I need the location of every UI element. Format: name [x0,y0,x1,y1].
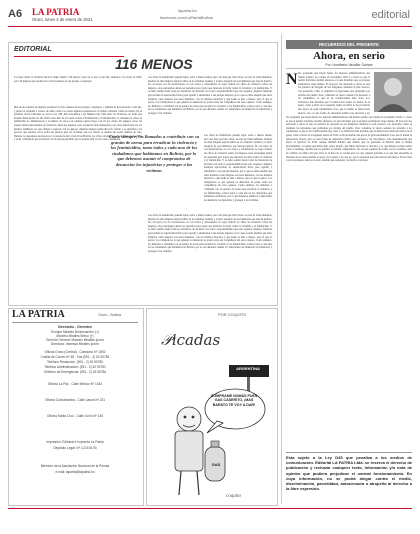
section-label: editorial [371,9,410,21]
masthead-contact-8: Impresión: Editorial e Imprenta La Patria [46,440,104,444]
header-social[interactable]: facebook.com/LaPatriaBolivia [160,15,213,20]
column-title-rule [286,68,412,69]
editorial-lead: La triste cuenta la violencia hacia la mujer señala "116 menos", pero en lo que va del año, sumados a las cifras de 2020, son 116 mujeres que perdieron la vida en manos de sus parejas o exparejas. [14,76,142,83]
masthead-staff-3: Directora: Vanessa Miralles Iporre [51,342,99,346]
masthead-contact-3: Teléfono Administración: (591 - 2) 52 50781 [44,365,106,369]
cartoon-sign: ARGENTINA [236,366,260,371]
date-line: Oruro, lunes 4 de enero de 2021 [32,17,93,22]
editorial-title: 116 MENOS [115,56,193,72]
masthead-contact-5: Oficina La Paz - Calle México Nº 1433 [47,382,103,386]
masthead-rule [12,322,138,323]
column-title: Ahora, en serio [313,50,385,62]
cartoon-tank-label: GAS [211,462,221,467]
column-body: No sorprende que hayan hecho los mejores administradores del triunfo político de octubre en noviembre 2019. Lo cierto es que el pueblo boliviano decidió entonces a la una dictadura que se propuso permanecer largo tiempo. El proyecto fue derrotado y ahora se dan los partidos de abogado de sus dirigentes, mientras el país observa, con paciencia, cómo se dominan los ignorantes que gobiernan por encima del pueblo. Pero comenzar, el nuevo sendero ha desatado a los ciudadanos, lo que es un condicionante muy claro. Los bolivianos han decidido que la democracia estaba en manos de la gente, como ocurrió en la segunda vuelta de 2019, se ha producido una época de gran sensibilidad. Creo que la llamar la democracia directa, pero es una forma de expresión política que desvaría a los ideológicos. Una determinación que marcó el ejercicio de 2019, aunque también hubiera que señalar que las gestiones en Bolivia tiene la misma incertidumbre. La gente que había dado aquel triunfo, que había derrotado al dictador, y la que hubiera podido luchar como el domingo, decidió que los partidos no habían comprendido. No era una cuestión de acabar con los caudillos, sino de cambiar el rumbo del país. Esta es la hora de la verdad para los que quieren gobernar. Los que han entendido el mensaje de las urnas tendrán el apoyo de la gente y los que no, que se preparen para una derrota aún mayor. Ya no basta con las promesas. Ahora, en serio, tendrán que responder con hechos concretos. [286,116,412,163]
editorial-body-right-end: Las cifras de feminicidio pueden bajar, sobre o menos tienen, pero son más que frías cifras, se trata de vidas humanas, muchas de ellas mujeres dejaron niños en la orfandad, traumas y el grito ahogado de sus familiares que buscan justicia. Ni con leyes, ni con declaratorias, ni con avisos y advertencias se logró reducir las cifras de violencia contra las mujeres, otras estrategias deben ser pensadas para lograr que funcione la lucha contra la violencia y el feminicidio. Y se debe asumir desde todas las instancias de decisión con toda la responsabilidad que esto requiere. Algunos hombres aprovechan su superioridad física para agredir y amedrentar a sus parejas mujeres, por lo que se debe enseñar que tanto hombres como mujeres son seres humanos, con los mismos derechos y que nadie es más o menos, para el que lo ejerce. Los trabajadores lo que quieren es demostrar su poder sobre sus compañeras del sexo opuesto. Como siempre, los llamados a contribuir con su granito de arena para erradicar la violencia y los feminicidios, somos todos y cada uno de los ciudadanos que habitamos en Bolivia, por lo que debemos asumir el compromiso de denunciar los injusticias y proteger a las víctimas. [148,214,272,253]
masthead-contact-2: Teléfono Redacción: (591 - 2) 52 50780 [47,360,103,364]
masthead-staff-2: Gerente General: Marcelo Miralles Iporre [46,338,104,342]
header-rule [8,26,412,27]
cartoon-signature: coquito [226,494,241,499]
masthead-contact-4: Teléfono de Emergencia: (591 - 2) 52 50784 [43,370,107,374]
editorial-body-right-top: Las cifras de feminicidio pueden bajar, sobre o menos tienen, pero son más que frías cifras, se trata de vidas humanas, muchas de ellas mujeres dejaron niños en la orfandad, traumas y el grito ahogado de sus familiares que buscan justicia. Ni con leyes, ni con declaratorias, ni con avisos y advertencias se logró reducir las cifras de violencia contra las mujeres, otras estrategias deben ser pensadas para lograr que funcione la lucha contra la violencia y el feminicidio. Y se debe asumir desde todas las instancias de decisión con toda la responsabilidad que esto requiere. Algunos hombres aprovechan su superioridad física para agredir y amedrentar a sus parejas mujeres, por lo que se debe enseñar que tanto hombres como mujeres son seres humanos, con los mismos derechos y que nadie es más o menos, para el que lo ejerce. Los trabajadores lo que quieren es demostrar su poder sobre sus compañeras del sexo opuesto. Como siempre, los llamados a contribuir con su granito de arena para erradicar la violencia y los feminicidios, somos todos y cada uno de los ciudadanos que habitamos en Bolivia, por lo que debemos asumir el compromiso de denunciar los injusticias y proteger a las víctimas. [148,76,272,115]
masthead-contact-10: Miembro de la Asociación Nacional de la Prensa [40,464,110,468]
column-notice: Esta sujeto a la Ley D45 que penaliza a los medios de comunicación. Editorial LA PATRIA Ltda. se reserva el derecho de publicación y rechazar cualquier texto, información y/o nota de opinión que pudiera perjudicar el normal funcionamiento. En cuya información, no se podrá alegar contra el medio, discriminación, parcialidad, autocensura o atropello al derecho a la libre expresión. [286,455,412,492]
masthead-tagline: Oruro - Bolivia [98,313,121,317]
header-web[interactable]: lapatria.bo [178,8,197,13]
cartoon-speech: COMPRAME NOMÁS PUES GAS CASERITO, ¡MAS BARATO TE VOY A DAR! [210,394,258,407]
masthead-name: LA PATRIA [12,309,65,320]
masthead-staff-1: Marcelo Miralles Bravo (†) [56,334,94,338]
column-dropcap: N [286,71,298,88]
column-section-label: RECUERDOS DEL PRESENTE [286,40,412,49]
editorial-label: EDITORIAL [14,46,52,53]
editorial-label-rule [14,56,124,57]
masthead-contact-7: Oficina Santa Cruz - Calle Junín Nº 145 [46,414,104,418]
editorial-body-left: Más de un centenar de mujeres perdieron la vida a manos de sus parejas o exparejas, o también de desconocidos, cada año, y dejan en orfandad a cientos de niños, entre los cuales algunos presenciaron el crimen cometido contra su madre. En el gobierno de Evo Morales se creó la Ley 348, Para Garantizar a las Mujeres una Vida Libre de Violencia, en lucha que Jeanine Áñez declaró el año 2020 como Año de la Lucha Contra el Feminicidio y el Infanticidio; no obstante las cifras de feminicidio no disminuyeron y el número de casos con condena apenas llega a un 10 por ciento. En algunos casos, las parejas tienen antecedentes de violencia contra sus mujeres, pero la justicia tarda demasiado y en otras situaciones son los mismos familiares los que obligan a regresar con su agresor. Algunas mujeres piden divorcio, llevan y se enfrentan a un proceso que muchas veces acaba sin justicia para las víctimas, que por miedo se quedan sin poder cambiar de vida. Durante la cuarentena declarada por la presencia del Covid-19 en Bolivia, las cifras alcanzaron a 23 víctimas de violencia y se ha confirmado que el encierro de las parejas permitió que no podían salir de sus casas a denunciar. [14,106,142,142]
column-divider [281,34,282,504]
masthead-contact-0: Oficina Oruro (Central) - Camacho Nº 1892 [44,350,106,354]
cartoon-logo: 𝒫icadas [161,331,221,349]
paper-name: LA PATRIA [32,7,80,17]
author-photo [374,72,412,112]
column-author: Por: Humberto Vacaflor Ganam [325,63,373,67]
masthead-contact-11[interactable]: e-mail: lapatria@lapatria.bo [55,470,95,474]
footer-rule [8,508,412,509]
editorial-pull-quote: Como siempre, los llamados a contribuir con su granito de arena para erradicar la violencia y los feminicidios, tomo todos y cada uno de los ciudadanos que habitamos en Bolivia, por lo que debemos asumir el compromiso de denunciar los injusticias y proteger a las víctimas [108,134,200,173]
masthead-contact-9: Depósito Legal: Nº 4-3-918-93 [53,446,97,450]
masthead-directors-label: Directorio - Gerentes [58,325,92,329]
column-body-top: No sorprende que hayan hecho los mejores administradores del triunfo político de octubre en noviembre 2019. Lo cierto es que el pueblo boliviano decidió entonces a la una dictadura que se propuso permanecer largo tiempo. El proyecto fue derrotado y ahora se dan los partidos de abogado de sus dirigentes, mientras el país observa, con paciencia, cómo se dominan los ignorantes que gobiernan por encima del pueblo. Pero comenzar, el nuevo sendero ha desatado a los ciudadanos, lo que es un condicionante muy claro. Los bolivianos han decidido que la democracia estaba en manos de la gente, como ocurrió en la segunda vuelta de 2019, se ha producido una época de gran sensibilidad. Creo que la llamar la democracia directa, pero es una forma de expresión política que desvaría a los [298,72,370,114]
cartoon-caption: POR COQUITO [218,312,247,317]
page-number: A6 [8,8,23,20]
masthead-contact-6: Oficina Cochabamba - Calle Lanza Nº 231 [45,398,105,402]
masthead-contact-1: Casilla de Correo Nº 48 · Fax (591 - 2) 52 50782 [40,355,110,359]
notice-rule [286,452,412,453]
editorial-body-right-bottom: Las cifras de feminicidio pueden bajar, sobre o menos tienen, pero son más que frías cifras, se trata de vidas humanas, muchas de ellas mujeres dejaron niños en la orfandad, traumas y el grito ahogado de sus familiares que buscan justicia. Ni con leyes, ni con declaratorias, ni con avisos y advertencias se logró reducir las cifras de violencia contra las mujeres, otras estrategias deben ser pensadas para lograr que funcione la lucha contra la violencia y el feminicidio. Y se debe asumir desde todas las instancias de decisión con toda la responsabilidad que esto requiere. Algunos hombres aprovechan su superioridad física para agredir y amedrentar a sus parejas mujeres, por lo que se debe enseñar que tanto hombres como mujeres son seres humanos, con los mismos derechos y que nadie es más o menos, para el que lo ejerce. Los trabajadores lo que quieren es demostrar su poder sobre sus compañeras del sexo opuesto. Como siempre, los llamados a contribuir con su granito de arena para erradicar la violencia y los feminicidios, somos todos y cada uno de los ciudadanos que habitamos en Bolivia, por lo que debemos asumir el compromiso de denunciar los injusticias y proteger a las víctimas. [204,134,272,202]
masthead-staff-0: Enrique Miralles Bonnecarrère (†) [51,330,99,334]
